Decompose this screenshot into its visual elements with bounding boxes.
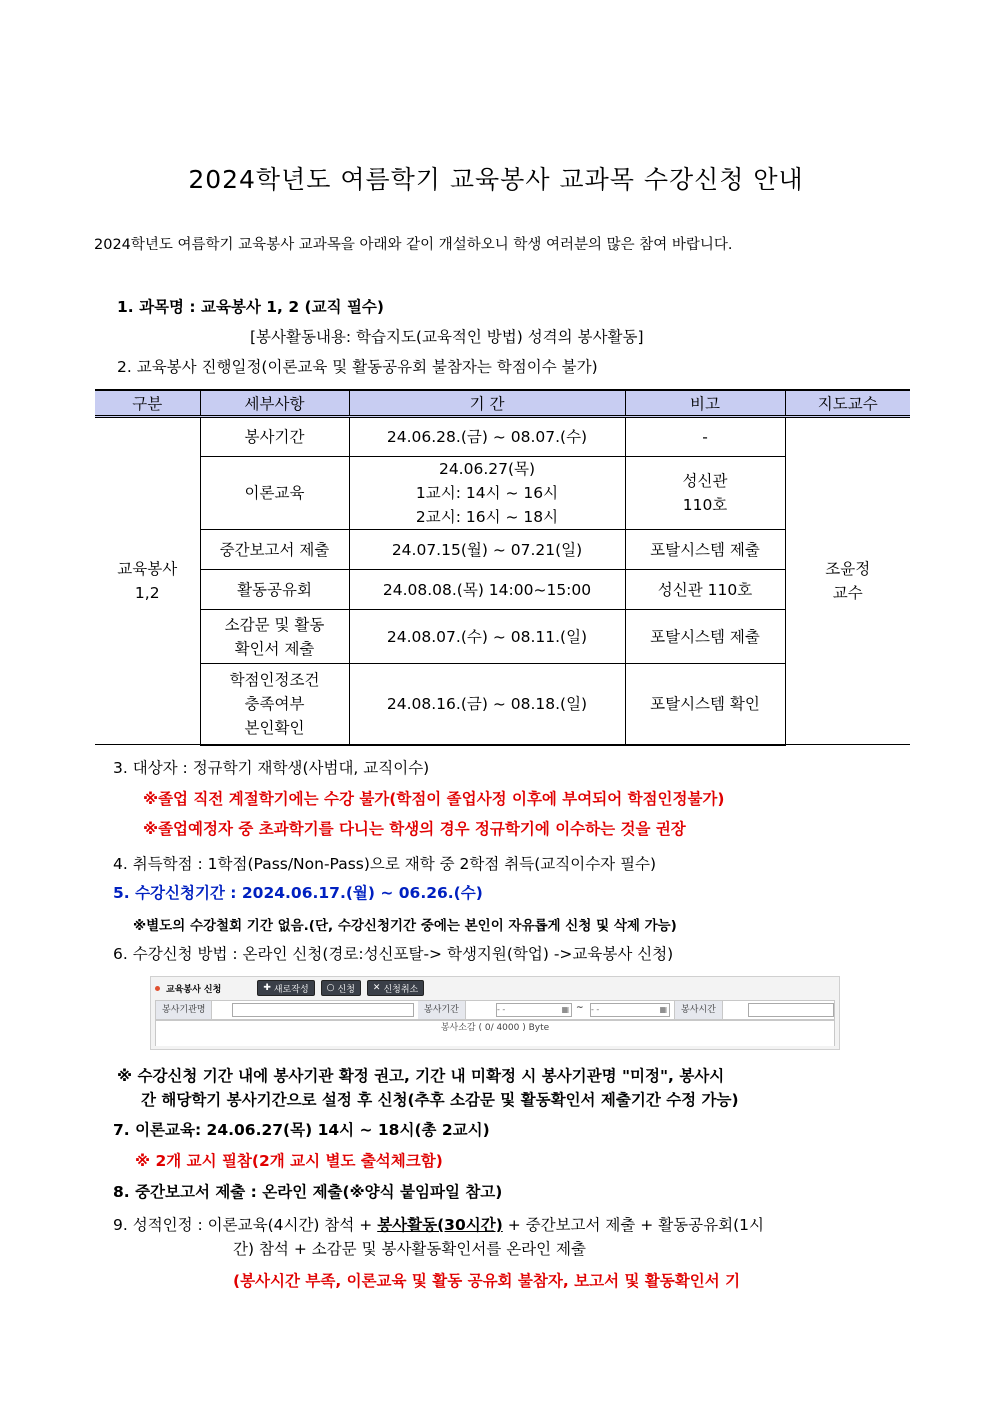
period-text: 24.07.15(월) ~ 07.21(일) bbox=[391, 540, 583, 559]
note-text: 포탈시스템 확인 bbox=[650, 694, 760, 713]
table-header-row bbox=[95, 390, 910, 417]
period-text: 2교시: 16시 ~ 18시 bbox=[415, 508, 559, 526]
end-date-placeholder: - - bbox=[591, 1005, 600, 1014]
end-date-input[interactable] bbox=[590, 1003, 670, 1017]
period-cell bbox=[349, 570, 625, 610]
org-input[interactable] bbox=[232, 1003, 414, 1017]
note-cell bbox=[625, 457, 785, 530]
detail-text: 이론교육 bbox=[244, 484, 305, 502]
detail-text: 봉사기간 bbox=[244, 428, 305, 446]
item-5-registration-period: 5. 수강신청기간 : 2024.06.17.(월) ~ 06.26.(수) bbox=[113, 884, 483, 902]
calendar-icon[interactable]: ▦ bbox=[561, 1005, 569, 1014]
group-cell bbox=[95, 417, 200, 745]
professor-name: 조윤정 bbox=[825, 560, 871, 578]
page-title: 2024학년도 여름학기 교육봉사 교과목 수강신청 안내 bbox=[188, 165, 804, 194]
note-text: 성신관 bbox=[682, 472, 728, 490]
group-name: 교육봉사 bbox=[117, 560, 178, 578]
note-text: 성신관 110호 bbox=[657, 580, 753, 599]
detail-text: 학점인정조건 bbox=[229, 670, 320, 689]
note-text: - bbox=[702, 428, 708, 446]
period-cell bbox=[349, 457, 625, 530]
detail-cell bbox=[200, 417, 349, 457]
close-icon: ✕ bbox=[372, 983, 381, 993]
group-number: 1,2 bbox=[134, 584, 160, 602]
org-label: 봉사기관명 bbox=[156, 1001, 212, 1019]
note-text: 포탈시스템 제출 bbox=[650, 627, 760, 646]
header-note: 비고 bbox=[625, 390, 785, 417]
detail-text: 충족여부 bbox=[244, 694, 305, 713]
period-text: 24.06.28.(금) ~ 08.07.(수) bbox=[386, 428, 588, 446]
detail-cell bbox=[200, 570, 349, 610]
start-date-input[interactable] bbox=[496, 1003, 572, 1017]
period-text: 24.08.07.(수) ~ 08.11.(일) bbox=[386, 627, 588, 646]
detail-text: 소감문 및 활동 bbox=[224, 615, 325, 634]
item-4-credits: 4. 취득학점 : 1학점(Pass/Non-Pass)으로 재학 중 2학점 취득(교직이수자 필수) bbox=[113, 855, 657, 873]
portal-screenshot bbox=[150, 976, 840, 1050]
table-row bbox=[95, 417, 910, 457]
item-3-warning-graduation: ※졸업 직전 계절학기에는 수강 불가(학점이 졸업사정 이후에 부여되어 학점인정불가) bbox=[143, 790, 725, 808]
cancel-apply-button-label: 신청취소 bbox=[383, 984, 419, 995]
period-text: 24.08.16.(금) ~ 08.18.(일) bbox=[386, 694, 588, 713]
plus-icon: ✚ bbox=[263, 983, 271, 993]
period-cell bbox=[349, 664, 625, 745]
portal-form-row bbox=[155, 1000, 835, 1020]
item-5-withdrawal-note: ※별도의 수강철회 기간 없음.(단, 수강신청기간 중에는 본인이 자유롭게 신청 및 삭제 가능) bbox=[133, 918, 677, 934]
memo-textarea[interactable] bbox=[155, 1035, 835, 1046]
item-7-attendance-warning: ※ 2개 교시 필참(2개 교시 별도 출석체크함) bbox=[135, 1152, 443, 1170]
header-category: 구분 bbox=[95, 390, 200, 417]
detail-cell bbox=[200, 530, 349, 570]
item-8-midterm-report: 8. 중간보고서 제출 : 온라인 제출(※양식 붙임파일 참고) bbox=[113, 1183, 503, 1201]
start-date-placeholder: - - bbox=[497, 1005, 506, 1014]
period-text: 1교시: 14시 ~ 16시 bbox=[415, 484, 559, 502]
item-3-target: 3. 대상자 : 정규학기 재학생(사범대, 교직이수) bbox=[113, 759, 430, 777]
apply-button[interactable] bbox=[321, 980, 361, 996]
detail-text: 중간보고서 제출 bbox=[219, 540, 330, 559]
detail-text: 활동공유회 bbox=[237, 580, 312, 599]
bullet-icon bbox=[155, 986, 160, 991]
item-2-schedule-heading: 2. 교육봉사 진행일정(이론교육 및 활동공유회 불참자는 학점이수 불가) bbox=[117, 358, 598, 376]
portal-toolbar bbox=[155, 979, 424, 997]
header-period: 기 간 bbox=[349, 390, 625, 417]
date-range-tilde: ~ bbox=[576, 1003, 584, 1013]
cancel-apply-button[interactable] bbox=[367, 980, 424, 996]
new-button-label: 새로작성 bbox=[273, 984, 309, 995]
item-9-grade-line2: 간) 참석 + 소감문 및 봉사활동확인서를 온라인 제출 bbox=[233, 1240, 586, 1258]
period-text: 24.08.08.(목) 14:00~15:00 bbox=[382, 580, 592, 599]
note-cell bbox=[625, 610, 785, 664]
hours-input[interactable] bbox=[748, 1003, 834, 1017]
new-button[interactable] bbox=[257, 980, 314, 996]
header-professor: 지도교수 bbox=[785, 390, 910, 417]
note-text: 포탈시스템 제출 bbox=[650, 540, 760, 559]
item-9-grade-line1 bbox=[113, 1213, 764, 1235]
item-6-note-line2: 간 해당학기 봉사기간으로 설정 후 신청(추후 소감문 및 활동확인서 제출기간 수정 가능) bbox=[141, 1091, 739, 1109]
item-1-course-name: 1. 과목명 : 교육봉사 1, 2 (교직 필수) bbox=[117, 298, 384, 316]
professor-title: 교수 bbox=[832, 584, 863, 602]
item-9-volunteer-hours: 봉사활동(30시간) bbox=[377, 1216, 503, 1234]
note-cell bbox=[625, 417, 785, 457]
item-1-activity-content: [봉사활동내용: 학습지도(교육적인 방법) 성격의 봉사활동] bbox=[250, 328, 644, 346]
detail-cell bbox=[200, 457, 349, 530]
item-9-post: + 중간보고서 제출 + 활동공유회(1시 bbox=[502, 1216, 764, 1234]
calendar-icon[interactable]: ▦ bbox=[659, 1005, 667, 1014]
item-6-method: 6. 수강신청 방법 : 온라인 신청(경로:성신포탈-> 학생지원(학업) ->교육봉사 신청) bbox=[113, 945, 674, 963]
apply-button-label: 신청 bbox=[337, 984, 355, 995]
hours-label: 봉사시간 bbox=[674, 1001, 723, 1019]
note-cell bbox=[625, 570, 785, 610]
detail-cell bbox=[200, 664, 349, 745]
note-text: 110호 bbox=[682, 496, 728, 514]
period-cell bbox=[349, 610, 625, 664]
detail-text: 본인확인 bbox=[244, 718, 305, 737]
portal-form-title: 교육봉사 신청 bbox=[166, 984, 222, 995]
item-3-warning-extra-semester: ※졸업예정자 중 초과학기를 다니는 학생의 경우 정규학기에 이수하는 것을 권장 bbox=[143, 820, 686, 838]
item-9-pre: 9. 성적인정 : 이론교육(4시간) 참석 + bbox=[113, 1216, 378, 1234]
intro-text: 2024학년도 여름학기 교육봉사 교과목을 아래와 같이 개설하오니 학생 여러분의 많은 참여 바랍니다. bbox=[94, 237, 733, 253]
item-9-warning: (봉사시간 부족, 이론교육 및 활동 공유회 불참자, 보고서 및 활동확인서 기 bbox=[233, 1272, 741, 1290]
detail-text: 확인서 제출 bbox=[234, 639, 315, 658]
item-6-note-line1: ※ 수강신청 기간 내에 봉사기관 확정 권고, 기간 내 미확정 시 봉사기관명 "미정", 봉사시 bbox=[117, 1067, 725, 1085]
circle-icon: ○ bbox=[326, 983, 335, 993]
schedule-table bbox=[95, 389, 910, 746]
header-detail: 세부사항 bbox=[200, 390, 349, 417]
period-cell bbox=[349, 417, 625, 457]
memo-bytes-label: 봉사소감 ( 0/ 4000 ) Byte bbox=[155, 1020, 835, 1036]
period-label: 봉사기간 bbox=[418, 1001, 466, 1019]
period-cell bbox=[349, 530, 625, 570]
detail-cell bbox=[200, 610, 349, 664]
professor-cell bbox=[785, 417, 910, 745]
period-text: 24.06.27(목) bbox=[438, 460, 536, 478]
item-7-theory-education: 7. 이론교육: 24.06.27(목) 14시 ~ 18시(총 2교시) bbox=[113, 1121, 490, 1139]
note-cell bbox=[625, 664, 785, 745]
note-cell bbox=[625, 530, 785, 570]
